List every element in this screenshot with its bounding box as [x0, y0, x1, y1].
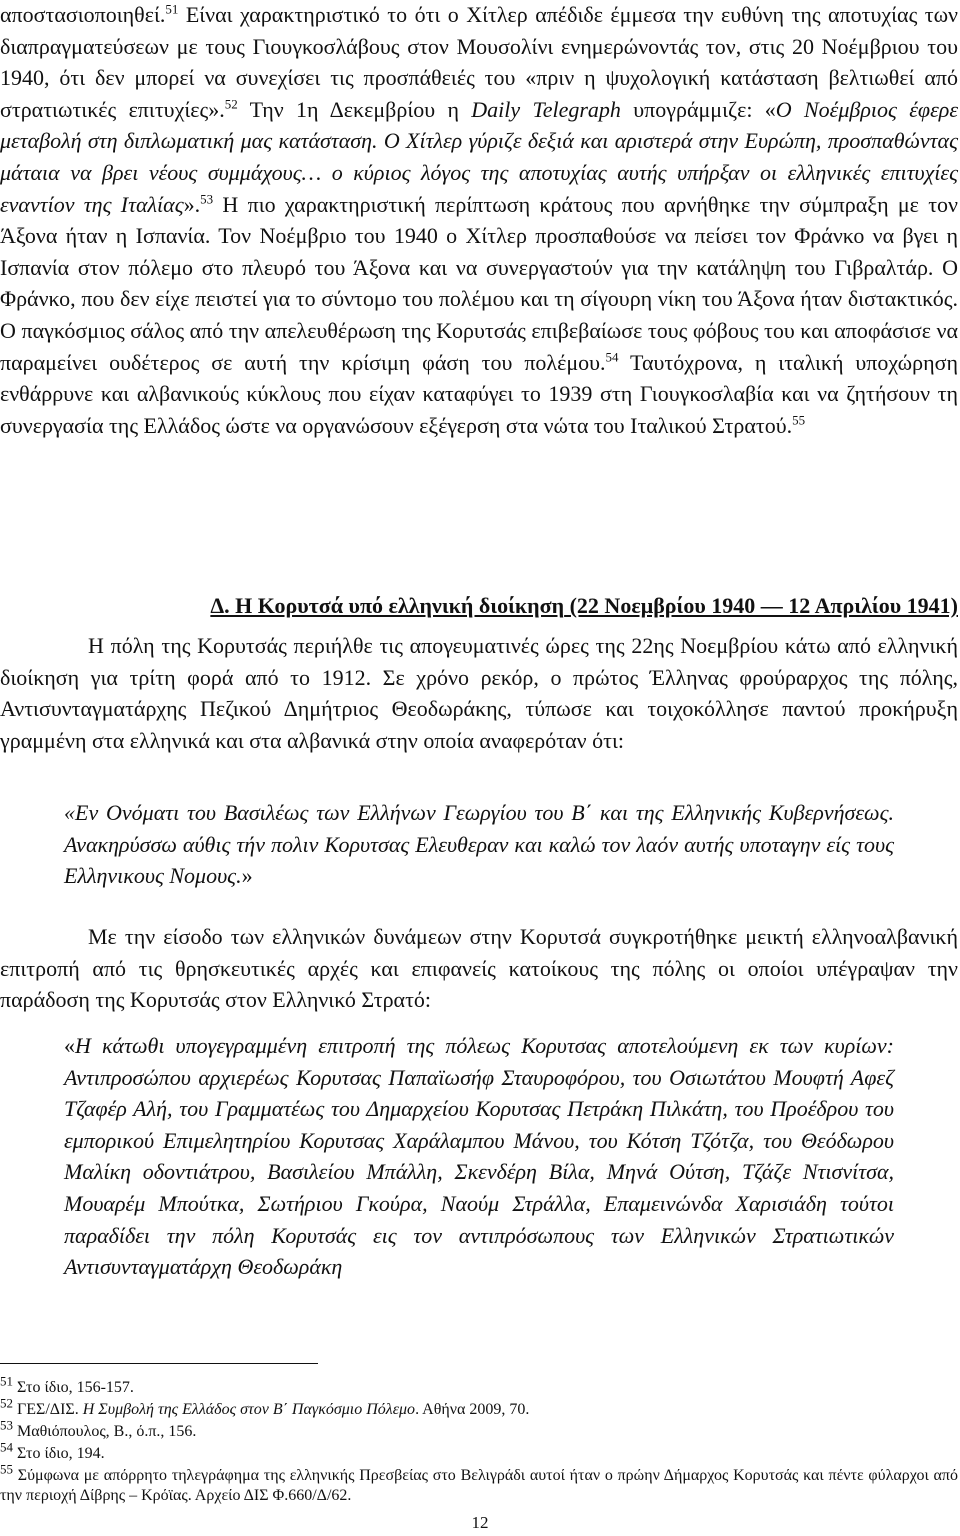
- footnote-text-tail: . Αθήνα 2009, 70.: [415, 1401, 530, 1418]
- paragraph-3: Με την είσοδο των ελληνικών δυνάμεων στην Κορυτσά συγκροτήθηκε μεικτή ελληνοαλβανική επιτροπή από τις θρησκευτικές αρχές και επιφανείς κατοίκους της πόλης οι οποίοι υπέγραψαν την παράδοση της Κορυτσάς στον Ελληνικό Στρατό:: [0, 924, 958, 1013]
- footnote-book-title: Η Συμβολή της Ελλάδος στον Β΄ Παγκόσμιο Πόλεμο: [82, 1401, 416, 1418]
- footnote-51: [0, 1373, 958, 1398]
- footnote-text: Σύμφωνα με απόρρητο τηλεγράφημα της ελληνικής Πρεσβείας στο Βελιγράδι αυτοί ήταν ο πρώην Δήμαρχος Κορυτσάς και πέντε φύλαρχοι από την περιοχή Δίβρης – Κρόϊας. Αρχείο ΔΙΣ Φ.660/Δ/62.: [0, 1467, 958, 1504]
- footnote-ref-52[interactable]: 52: [224, 96, 238, 112]
- footnote-ref-53[interactable]: 53: [200, 191, 214, 207]
- proclamation-quote: [64, 797, 894, 892]
- footnote-ref-54[interactable]: 54: [605, 349, 619, 365]
- para1-text-g: Ταυτόχρονα, η ιταλική υποχώρηση ενθάρρυνε και αλβανικούς κύκλους που είχαν καταφύγει το 1939 στη Γιουγκοσλαβία και να ζητήσουν τη συνεργασία της Ελλάδος ώστε να οργανώσουν εξέγερση στα νώτα του Ιταλικού Στρατού.: [0, 349, 959, 438]
- para1-text-d: υπογράμμιζε: «: [620, 96, 776, 122]
- footnote-text: Μαθιόπουλος, Β., ό.π., 156.: [13, 1423, 197, 1440]
- footnote-text: Στο ίδιο, 194.: [13, 1445, 105, 1462]
- footnote-text: Στο ίδιο, 156-157.: [13, 1379, 134, 1396]
- newspaper-quote: Ο Νοέμβριος έφερε μεταβολή στη διπλωματική μας κατάσταση. Ο Χίτλερ γύριζε δεξιά και αριστερά στην Ευρώπη, προσπαθώντας μάταια να βρει νέους συμμάχους… ο κύριος λόγος της αποτυχίας αυτής υπήρξαν οι ελληνικές επιτυχίες εναντίον της Ιταλίας: [0, 96, 958, 217]
- footnote-number: 55: [0, 1461, 13, 1477]
- footnote-ref-55[interactable]: 55: [792, 412, 806, 428]
- footnote-divider: [0, 1363, 318, 1364]
- quote2-text: Η κάτωθι υπογεγραμμένη επιτροπή της πόλεως Κορυτσας αποτελούμενη εκ των κυρίων: Αντιπροσώπου αρχιερέως Κορυτσας Παπαϊωσήφ Σταυροφόρου, του Οσιωτάτου Μουφτή Αφεζ Τζαφέρ Αλή, του Γραμματέως του Δημαρχείου Κορυτσας Πετράκη Πιλκάτη, του Προέδρου του εμπορικού Επιμελητηρίου Κορυτσας Χαράλαμπου Μάνου, του Κότση Τζότζα, του Θεόδωρου Μαλίκη οδοντιάτρου, Βασιλείου Μπάλλη, Σκενδέρη Βίλα, Μηνά Ούτση, Τζάζε Ντισνίτσα, Μουαρέμ Μπούτκα, Σωτήριου Γκούρα, Ναούμ Στράλλα, Επαμεινώνδα Χαρισιάδη τούτοι παραδίδει την πόλη Κορυτσάς εις τον αντιπρόσωπους των Ελληνικών Στρατιωτικών Αντισυνταγματάρχη Θεοδωράκη: [64, 1033, 894, 1280]
- footnote-55: [0, 1461, 958, 1506]
- quote1-text: Εν Ονόματι του Βασιλέως των Ελλήνων Γεωργίου του Β΄ και της Ελληνικής Κυβερνήσεως. Ανακηρύσσω αύθις τήν πολιν Κορυτσας Ελευθεραν και καλώ τον λαόν αυτής υποταγην είς τους Ελληνικους Νομους.: [64, 800, 894, 889]
- section-heading: [0, 591, 958, 621]
- footnote-ref-51[interactable]: 51: [165, 1, 179, 17]
- footnote-52: [0, 1395, 958, 1420]
- quote1-close-mark: »: [241, 863, 253, 889]
- footnote-number: 51: [0, 1373, 13, 1389]
- para1-text-c: Την 1η Δεκεμβρίου η: [237, 96, 472, 122]
- para1-text-f: Η πιο χαρακτηριστική περίπτωση κράτους που αρνήθηκε την σύμπραξη με τον Άξονα ήταν η Ισπανία. Τον Νοέμβριο του 1940 ο Χίτλερ προσπαθούσε να πείσει τον Φράνκο να βγει η Ισπανία στον πόλεμο στο πλευρό του Άξονα και να συνεργαστούν για την κατάληψη του Γιβραλτάρ. Ο Φράνκο, που δεν είχε πειστεί για το σύντομο του πολέμου και τη σίγουρη νίκη του Άξονα ήταν διστακτικός. Ο παγκόσμιος σάλος από την απελευθέρωση της Κορυτσάς επιβεβαίωσε τους φόβους του και αποφάσισε να παραμείνει ουδέτερος σε αυτή την κρίσιμη φάση του πολέμου.: [0, 191, 958, 375]
- footnote-text: ΓΕΣ/ΔΙΣ.: [13, 1401, 83, 1418]
- para1-text-a: αποστασιοποιηθεί.: [0, 2, 166, 27]
- section-heading-title: Δ. Η Κορυτσά υπό ελληνική διοίκηση: [210, 593, 565, 618]
- paragraph-2: Η πόλη της Κορυτσάς περιήλθε τις απογευματινές ώρες της 22ης Νοεμβρίου κάτω από ελληνική διοίκηση για τρίτη φορά από το 1912. Σε χρόνο ρεκόρ, ο πρώτος Έλληνας φρούραρχος της πόλης, Αντισυνταγματάρχης Πεζικού Δημήτριος Θεοδωράκης, τύπωσε και τοιχοκόλλησε παντού προκήρυξη γραμμένη στα ελληνικά και στα αλβανικά στην οποία αναφερόταν ότι:: [0, 633, 958, 753]
- newspaper-title: Daily Telegraph: [471, 96, 621, 122]
- para1-text-e: ».: [183, 191, 201, 217]
- footnote-54: [0, 1439, 958, 1464]
- page-number: 12: [471, 1513, 489, 1532]
- footnote-number: 52: [0, 1395, 13, 1411]
- quote1-open-mark: «: [64, 800, 75, 825]
- footnote-53: [0, 1417, 958, 1442]
- quote2-open-mark: «: [64, 1033, 75, 1058]
- paragraph-1: [0, 0, 958, 441]
- section-heading-dates: (22 Νοεμβρίου 1940 — 12 Απριλίου 1941): [564, 593, 958, 618]
- footnote-number: 53: [0, 1417, 13, 1433]
- footnote-number: 54: [0, 1439, 13, 1455]
- para1-text-b: Είναι χαρακτηριστικό το ότι ο Χίτλερ απέδιδε έμμεσα την ευθύνη της αποτυχίας των διαπραγματεύσεων με τους Γιουγκοσλάβους στον Μουσολίνι ενημερώνοντάς τον, στις 20 Νοέμβριου του 1940, ότι δεν μπορεί να συνεχίσει τις προσπάθειές του «πριν η ψυχολογική κατάσταση βελτιωθεί από στρατιωτικές επιτυχίες».: [0, 2, 958, 122]
- surrender-quote: [64, 1030, 894, 1283]
